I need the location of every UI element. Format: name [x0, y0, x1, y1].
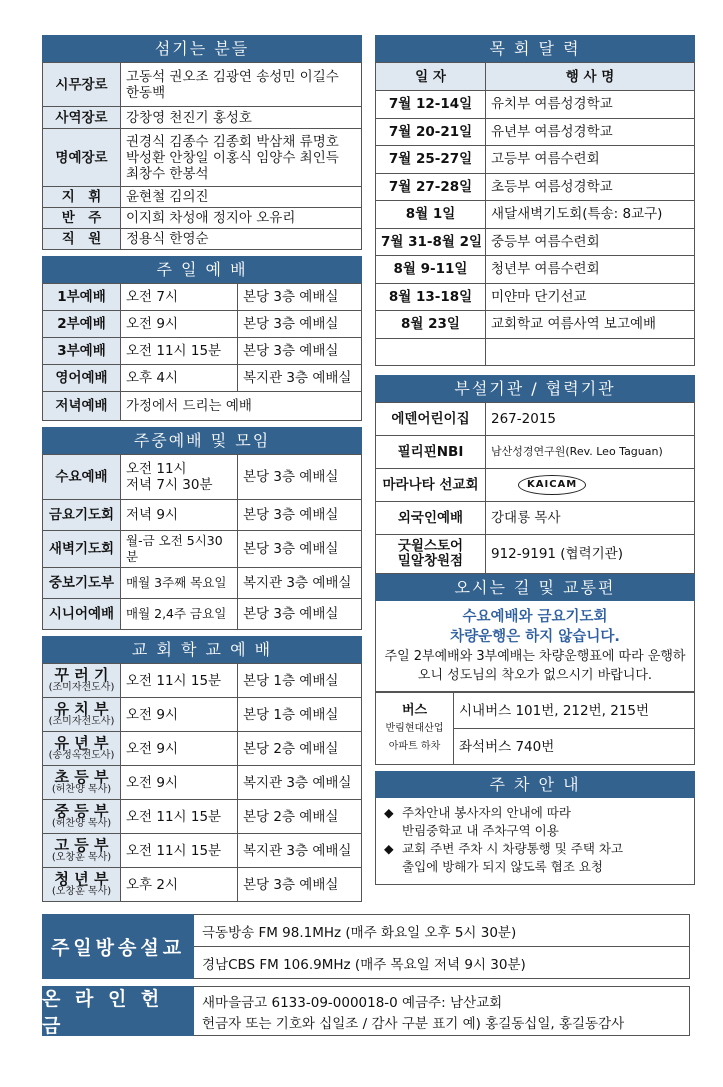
sunday-time: 오전 11시 15분 [121, 338, 238, 365]
sunday-time: 가정에서 드리는 예배 [121, 392, 362, 421]
sunday-header: 주 일 예 배 [42, 256, 362, 283]
calendar-event: 새달새벽기도회(특송: 8교구) [486, 201, 695, 229]
affiliate-name: 에덴어린이집 [376, 403, 486, 436]
calendar-row [376, 91, 695, 119]
diamond-bullet-icon: ◆ [384, 841, 394, 856]
sunday-time: 오전 9시 [121, 311, 238, 338]
calendar-event: 청년부 여름수련회 [486, 256, 695, 284]
school-dept [43, 766, 121, 800]
calendar-row [376, 228, 695, 256]
staff-role: 반 주 [43, 208, 121, 229]
school-dept [43, 664, 121, 698]
sunday-place: 복지관 3층 예배실 [238, 365, 362, 392]
calendar-row [376, 146, 695, 174]
staff-header: 섬기는 분들 [42, 35, 362, 62]
school-time: 오전 9시 [121, 766, 238, 800]
school-dept [43, 732, 121, 766]
weekday-place: 본당 3층 예배실 [238, 599, 362, 630]
school-dept [43, 698, 121, 732]
calendar-header: 목 회 달 력 [375, 35, 695, 62]
broadcast-line-2: 경남CBS FM 106.9MHz (매주 목요일 저녁 9시 30분) [202, 956, 526, 973]
calendar-date: 8월 1일 [376, 201, 486, 229]
bus-label: 버스 [401, 703, 428, 718]
school-dept-name: 꾸 러 기 [54, 665, 109, 684]
school-place: 본당 2층 예배실 [238, 800, 362, 834]
staff-role: 지 휘 [43, 187, 121, 208]
broadcast-label: 주일방송설교 [42, 914, 194, 979]
calendar-date: 7월 31-8월 2일 [376, 228, 486, 256]
school-place: 복지관 3층 예배실 [238, 834, 362, 868]
sunday-service: 영어예배 [43, 365, 121, 392]
affiliate-value: 267-2015 [486, 403, 695, 436]
bus-label-cell [376, 693, 454, 765]
sunday-service: 1부예배 [43, 284, 121, 311]
weekday-place: 본당 3층 예배실 [238, 500, 362, 531]
parking-item [384, 840, 686, 876]
school-dept-leader: (오창훈 목사) [51, 885, 112, 897]
sunday-service: 저녁예배 [43, 392, 121, 421]
calendar-date: 7월 12-14일 [376, 91, 486, 119]
calendar-date: 7월 25-27일 [376, 146, 486, 174]
calendar-event: 중등부 여름수련회 [486, 228, 695, 256]
weekday-time: 매월 2,4주 금요일 [121, 599, 238, 630]
weekday-place: 본당 3층 예배실 [238, 455, 362, 500]
staff-names: 강창영 천진기 홍성호 [121, 107, 362, 129]
left-column [42, 35, 362, 902]
staff-row [43, 63, 362, 107]
affiliates-table [375, 402, 695, 574]
weekday-time: 월-금 오전 5시30분 [121, 531, 238, 568]
school-row [43, 868, 362, 902]
weekday-time: 오전 11시 저녁 7시 30분 [121, 455, 238, 500]
staff-row [43, 129, 362, 187]
staff-role: 사역장로 [43, 107, 121, 129]
school-dept-leader: (허찬양 목사) [51, 817, 112, 829]
sunday-time: 오후 4시 [121, 365, 238, 392]
directions-blue-1: 수요예배와 금요기도회 [462, 609, 608, 625]
directions-header: 오시는 길 및 교통편 [375, 574, 695, 601]
school-time: 오전 9시 [121, 698, 238, 732]
affiliate-row [376, 403, 695, 436]
calendar-date: 8월 13-18일 [376, 283, 486, 311]
affiliate-value: 남산성경연구원(Rev. Leo Taguan) [486, 436, 695, 469]
school-time: 오후 2시 [121, 868, 238, 902]
directions-text: 주일 2부예배와 3부예배는 차량운행표에 따라 운행하오니 성도님의 착오가 없으시기 바랍니다. [384, 649, 686, 683]
staff-row [43, 187, 362, 208]
staff-row [43, 229, 362, 250]
directions-blue-2: 차량운행은 하지 않습니다. [450, 629, 620, 645]
weekday-row [43, 568, 362, 599]
offering-label: 온 라 인 헌 금 [42, 986, 194, 1036]
affiliate-value: 912-9191 (협력기관) [486, 535, 695, 574]
school-row [43, 732, 362, 766]
sunday-place: 본당 3층 예배실 [238, 311, 362, 338]
weekday-service: 수요예배 [43, 455, 121, 500]
staff-row [43, 208, 362, 229]
calendar-row [376, 173, 695, 201]
school-row [43, 664, 362, 698]
school-dept-leader: (송정옥전도사) [48, 749, 115, 761]
broadcast-box [42, 914, 690, 979]
sunday-row [43, 311, 362, 338]
weekday-row [43, 500, 362, 531]
calendar-event: 유치부 여름성경학교 [486, 91, 695, 119]
school-time: 오전 11시 15분 [121, 834, 238, 868]
affiliate-row [376, 469, 695, 502]
school-table [42, 663, 362, 902]
school-row [43, 800, 362, 834]
weekday-header: 주중예배 및 모임 [42, 427, 362, 454]
school-dept-name: 초 등 부 [54, 767, 109, 786]
school-time: 오전 9시 [121, 732, 238, 766]
parking-list [375, 798, 695, 885]
calendar-event: 고등부 여름수련회 [486, 146, 695, 174]
weekday-place: 복지관 3층 예배실 [238, 568, 362, 599]
calendar-col-event: 행 사 명 [486, 63, 695, 91]
staff-row [43, 107, 362, 129]
bus-line-2: 좌석버스 740번 [454, 729, 695, 765]
school-row [43, 698, 362, 732]
school-dept-leader: (조미자전도사) [48, 715, 115, 727]
school-dept-name: 유 년 부 [54, 733, 109, 752]
school-place: 복지관 3층 예배실 [238, 766, 362, 800]
kaicam-logo: KAICAM [518, 475, 586, 495]
calendar-event [486, 338, 695, 366]
sunday-table [42, 283, 362, 421]
school-dept-name: 유 치 부 [54, 699, 109, 718]
broadcast-line-1: 극동방송 FM 98.1MHz (매주 화요일 오후 5시 30분) [194, 915, 689, 947]
weekday-row [43, 599, 362, 630]
weekday-service: 시니어예배 [43, 599, 121, 630]
school-place: 본당 2층 예배실 [238, 732, 362, 766]
school-time: 오전 11시 15분 [121, 664, 238, 698]
school-place: 본당 1층 예배실 [238, 664, 362, 698]
sunday-row [43, 284, 362, 311]
affiliate-value: 강대룡 목사 [486, 502, 695, 535]
sunday-place: 본당 3층 예배실 [238, 284, 362, 311]
weekday-row [43, 455, 362, 500]
school-row [43, 766, 362, 800]
weekday-table [42, 454, 362, 630]
calendar-row [376, 256, 695, 284]
staff-role: 시무장로 [43, 63, 121, 107]
school-place: 본당 3층 예배실 [238, 868, 362, 902]
parking-text: 교회 주변 주차 시 차량통행 및 주택 차고 출입에 방해가 되지 않도록 협조 요청 [402, 841, 624, 874]
affiliates-header: 부설기관 / 협력기관 [375, 375, 695, 402]
school-dept [43, 834, 121, 868]
sunday-place: 본당 3층 예배실 [238, 338, 362, 365]
calendar-date: 7월 27-28일 [376, 173, 486, 201]
school-dept-name: 청 년 부 [54, 869, 109, 888]
bus-table [375, 692, 695, 765]
affiliate-row [376, 502, 695, 535]
weekday-service: 금요기도회 [43, 500, 121, 531]
directions-notice [375, 601, 695, 692]
calendar-date [376, 338, 486, 366]
calendar-event: 초등부 여름성경학교 [486, 173, 695, 201]
staff-table [42, 62, 362, 250]
staff-names: 고동석 권오조 김광연 송성민 이길수 한동백 [121, 63, 362, 107]
school-dept-leader: (허찬양 목사) [51, 783, 112, 795]
parking-item [384, 804, 686, 840]
calendar-row [376, 118, 695, 146]
affiliate-name: 굿윌스토어 밀알창원점 [376, 535, 486, 574]
offering-line-2: 헌금자 또는 기호와 십일조 / 감사 구분 표기 예) 홍길동십일, 홍길동감사 [202, 1015, 625, 1032]
school-dept [43, 800, 121, 834]
calendar-event: 교회학교 여름사역 보고예배 [486, 311, 695, 339]
sunday-row [43, 338, 362, 365]
sunday-service: 2부예배 [43, 311, 121, 338]
weekday-service: 중보기도부 [43, 568, 121, 599]
school-header: 교 회 학 교 예 배 [42, 636, 362, 663]
sunday-service: 3부예배 [43, 338, 121, 365]
school-dept-leader: (오창훈 목사) [51, 851, 112, 863]
bus-stop: 반림현대산업 아파트 하차 [385, 723, 444, 752]
weekday-place: 본당 3층 예배실 [238, 531, 362, 568]
school-row [43, 834, 362, 868]
weekday-row [43, 531, 362, 568]
calendar-table [375, 62, 695, 366]
calendar-row [376, 311, 695, 339]
staff-role: 직 원 [43, 229, 121, 250]
affiliate-row [376, 535, 695, 574]
staff-names: 이지희 차성애 정지아 오유리 [121, 208, 362, 229]
parking-header: 주 차 안 내 [375, 771, 695, 798]
weekday-service: 새벽기도회 [43, 531, 121, 568]
calendar-date: 7월 20-21일 [376, 118, 486, 146]
staff-names: 권경식 김종수 김종회 박삼채 류명호 박성환 안창일 이홍식 임양수 최인득 최창수 한봉석 [121, 129, 362, 187]
staff-names: 정용식 한영순 [121, 229, 362, 250]
school-place: 본당 1층 예배실 [238, 698, 362, 732]
weekday-time: 매월 3주째 목요일 [121, 568, 238, 599]
calendar-event: 미얀마 단기선교 [486, 283, 695, 311]
calendar-row [376, 338, 695, 366]
calendar-date: 8월 9-11일 [376, 256, 486, 284]
staff-role: 명예장로 [43, 129, 121, 187]
calendar-event: 유년부 여름성경학교 [486, 118, 695, 146]
affiliate-name: 필리핀NBI [376, 436, 486, 469]
calendar-col-date: 일 자 [376, 63, 486, 91]
parking-text: 주차안내 봉사자의 안내에 따라 반림중학교 내 주차구역 이용 [402, 805, 571, 838]
sunday-row [43, 365, 362, 392]
school-dept-name: 중 등 부 [54, 801, 109, 820]
affiliate-name: 외국인예배 [376, 502, 486, 535]
sunday-time: 오전 7시 [121, 284, 238, 311]
offering-line-1: 새마을금고 6133-09-000018-0 예금주: 남산교회 [202, 994, 503, 1011]
sunday-row [43, 392, 362, 421]
staff-names: 윤현철 김의진 [121, 187, 362, 208]
affiliate-logo-cell [486, 469, 695, 502]
school-dept-name: 고 등 부 [54, 835, 109, 854]
calendar-date: 8월 23일 [376, 311, 486, 339]
school-dept-leader: (조미자전도사) [48, 681, 115, 693]
calendar-row [376, 201, 695, 229]
offering-box [42, 986, 690, 1036]
weekday-time: 저녁 9시 [121, 500, 238, 531]
school-time: 오전 11시 15분 [121, 800, 238, 834]
affiliate-row [376, 436, 695, 469]
bus-line-1: 시내버스 101번, 212번, 215번 [454, 693, 695, 729]
diamond-bullet-icon: ◆ [384, 805, 394, 820]
school-dept [43, 868, 121, 902]
right-column [375, 35, 695, 885]
calendar-row [376, 283, 695, 311]
affiliate-name: 마라나타 선교회 [376, 469, 486, 502]
